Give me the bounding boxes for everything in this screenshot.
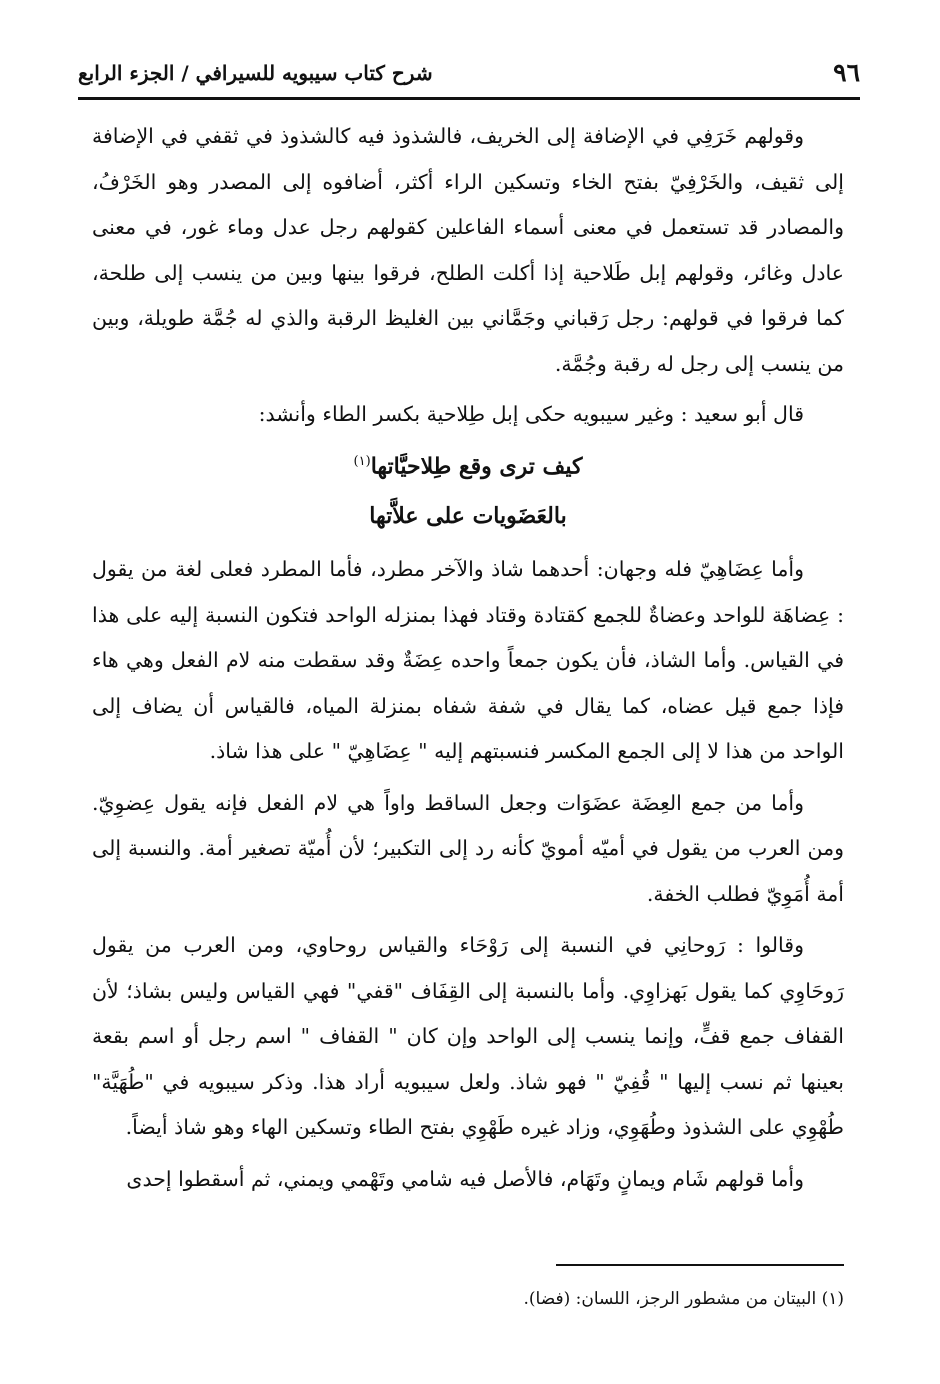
verse-line-1	[92, 437, 844, 491]
paragraph-5: وأما قولهم شَام ويمانٍ وتَهَام، فالأصل فيه شامي وتَهْمي ويمني، ثم أسقطوا إحدى	[126, 1166, 804, 1191]
header-rule	[78, 97, 860, 100]
verse-line-1-text: كيف ترى وقع طِلاحيَّاتها	[370, 453, 583, 480]
footnote: (١) البيتان من مشطور الرجز، اللسان: (فضا).	[523, 1289, 844, 1309]
page-number: ٩٦	[833, 58, 860, 87]
paragraph-4: وقالوا : رَوحانِي في النسبة إلى رَوْحَاء والقياس روحاوي، ومن العرب من يقول رَوحَاوِي كما يقول بَهزاوِي. وأما بالنسبة إلى القِفَاف "قفي" فهي القياس وليس بشاذ؛ لأن القفاف جمع قفٍّ، وإنما ينسب إلى الواحد وإن كان " القفاف " اسم رجل أو اسم بقعة بعينها ثم نسب إليها " قُفِيّ " فهو شاذ. ولعل سيبويه أراد هذا. وذكر سيبويه في "طُهَيَّة" طُهْوِي على الشذوذ وطُهَوِي، وزاد غيره طَهْوِي بفتح الطاء وتسكين الهاء وهو شاذ أيضاً.	[92, 933, 844, 1140]
paragraph-2: وأما عِضَاهِيّ فله وجهان: أحدهما شاذ والآخر مطرد، فأما المطرد فعلى لغة من يقول : عِضاهَة للواحد وعضاةٌ للجمع كقتادة وقتاد فهذا بمنزله الواحد فتكون النسبة إليه على هذا في القياس. وأما الشاذ، فأن يكون جمعاً واحده عِضَةٌ وقد سقطت منه لام الفعل وهي هاء فإذا جمع قيل عضاه، كما يقال في شفة شفاه بمنزلة المياه، فالقياس أن يضاف إلى الواحد من هذا لا إلى الجمع المكسر فنسبتهم إليه " عِضَاهِيّ " على هذا شاذ.	[92, 557, 844, 764]
verse-line-2: بالعَضَويات على علاَّتها	[369, 503, 567, 530]
footnote-marker: (١)	[353, 454, 371, 469]
footnote-rule	[556, 1264, 844, 1266]
body-text	[92, 114, 844, 1202]
page-header	[78, 56, 860, 90]
paragraph-1: وقولهم خَرَفِي في الإضافة إلى الخريف، فالشذوذ فيه كالشذوذ في ثقفي في الإضافة إلى ثقيف، والخَرْفِيّ بفتح الخاء وتسكين الراء أكثر، أضافوه إلى المصدر وهو الخَرْفُ، والمصادر قد تستعمل في معنى أسماء الفاعلين كقولهم رجل عدل وماء غور، في معنى عادل وغائر، وقولهم إبل طَلاحية إذا أكلت الطلح، فرقوا بينها وبين من ينسب إلى طلحة، كما فرقوا في قولهم: رجل رَقباني وجَمَّاني بين الغليظ الرقبة والذي له جُمَّة طويلة، وبين من ينسب إلى رجل له رقبة وجُمَّة.	[92, 124, 844, 376]
running-title: شرح كتاب سيبويه للسيرافي / الجزء الرابع	[78, 61, 433, 85]
quote-intro: قال أبو سعيد : وغير سيبويه حكى إبل طِلاحية بكسر الطاء وأنشد:	[258, 402, 804, 426]
paragraph-3: وأما من جمع العِضَة عضَوَات وجعل الساقط واواً هي لام الفعل فإنه يقول عِضوِيّ. ومن العرب من يقول في أميّه أمويّ كأنه رد إلى التكبير؛ لأن أُميّة تصغير أمة. والنسبة إلى أمة أُمَوِيّ فطلب الخفة.	[92, 790, 844, 906]
